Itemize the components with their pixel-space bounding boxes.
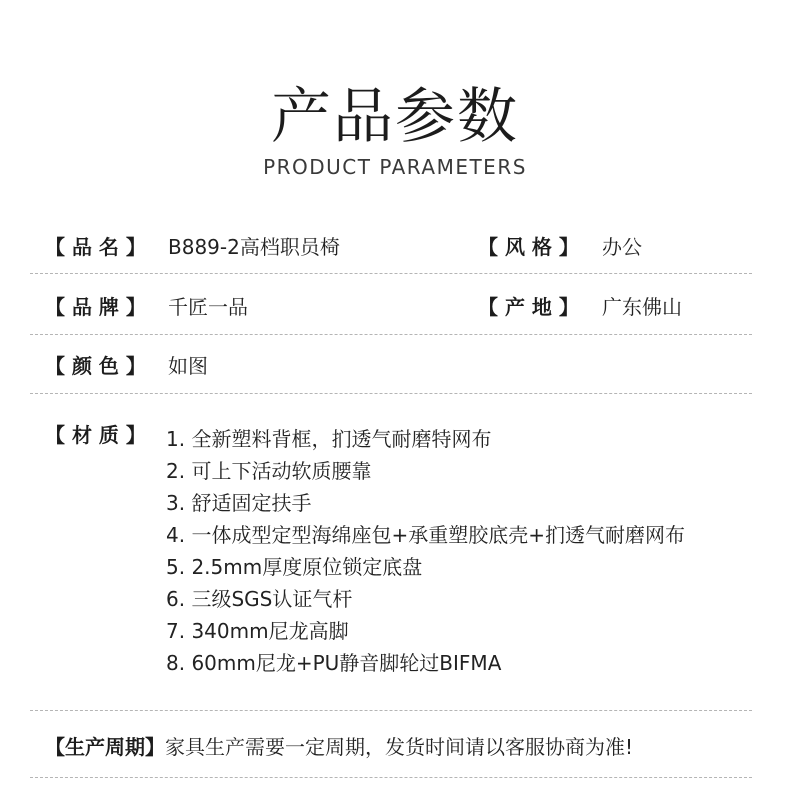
divider <box>30 393 752 394</box>
brand-value: 千匠一品 <box>168 295 248 319</box>
list-item: 4. 一体成型定型海绵座包+承重塑胶底壳+扪透气耐磨网布 <box>166 523 685 547</box>
divider <box>30 334 752 335</box>
list-item: 8. 60mm尼龙+PU静音脚轮过BIFMA <box>166 651 502 675</box>
production-note <box>45 733 633 761</box>
origin-value: 广东佛山 <box>602 295 682 319</box>
material-list <box>166 423 685 679</box>
brand-label: 【 品 牌 】 <box>45 295 146 319</box>
color-value: 如图 <box>168 354 208 378</box>
list-item: 2. 可上下活动软质腰靠 <box>166 459 372 483</box>
production-label: 【生产周期】 <box>45 735 165 759</box>
name-value: B889-2高档职员椅 <box>168 235 340 259</box>
production-text: 家具生产需要一定周期，发货时间请以客服协商为准! <box>165 735 634 759</box>
divider <box>30 710 752 711</box>
name-label: 【 品 名 】 <box>45 235 146 259</box>
color-label: 【 颜 色 】 <box>45 354 146 378</box>
list-item: 5. 2.5mm厚度原位锁定底盘 <box>166 555 423 579</box>
list-item: 6. 三级SGS认证气杆 <box>166 587 353 611</box>
divider <box>30 777 752 778</box>
material-label: 【 材 质 】 <box>45 423 146 447</box>
divider <box>30 273 752 274</box>
page-subtitle: PRODUCT PARAMETERS <box>263 155 527 179</box>
list-item: 7. 340mm尼龙高脚 <box>166 619 349 643</box>
list-item: 3. 舒适固定扶手 <box>166 491 312 515</box>
origin-label: 【 产 地 】 <box>478 295 579 319</box>
list-item: 1. 全新塑料背框，扪透气耐磨特网布 <box>166 427 492 451</box>
style-label: 【 风 格 】 <box>478 235 579 259</box>
page-title: 产品参数 <box>271 82 519 152</box>
style-value: 办公 <box>602 235 642 259</box>
